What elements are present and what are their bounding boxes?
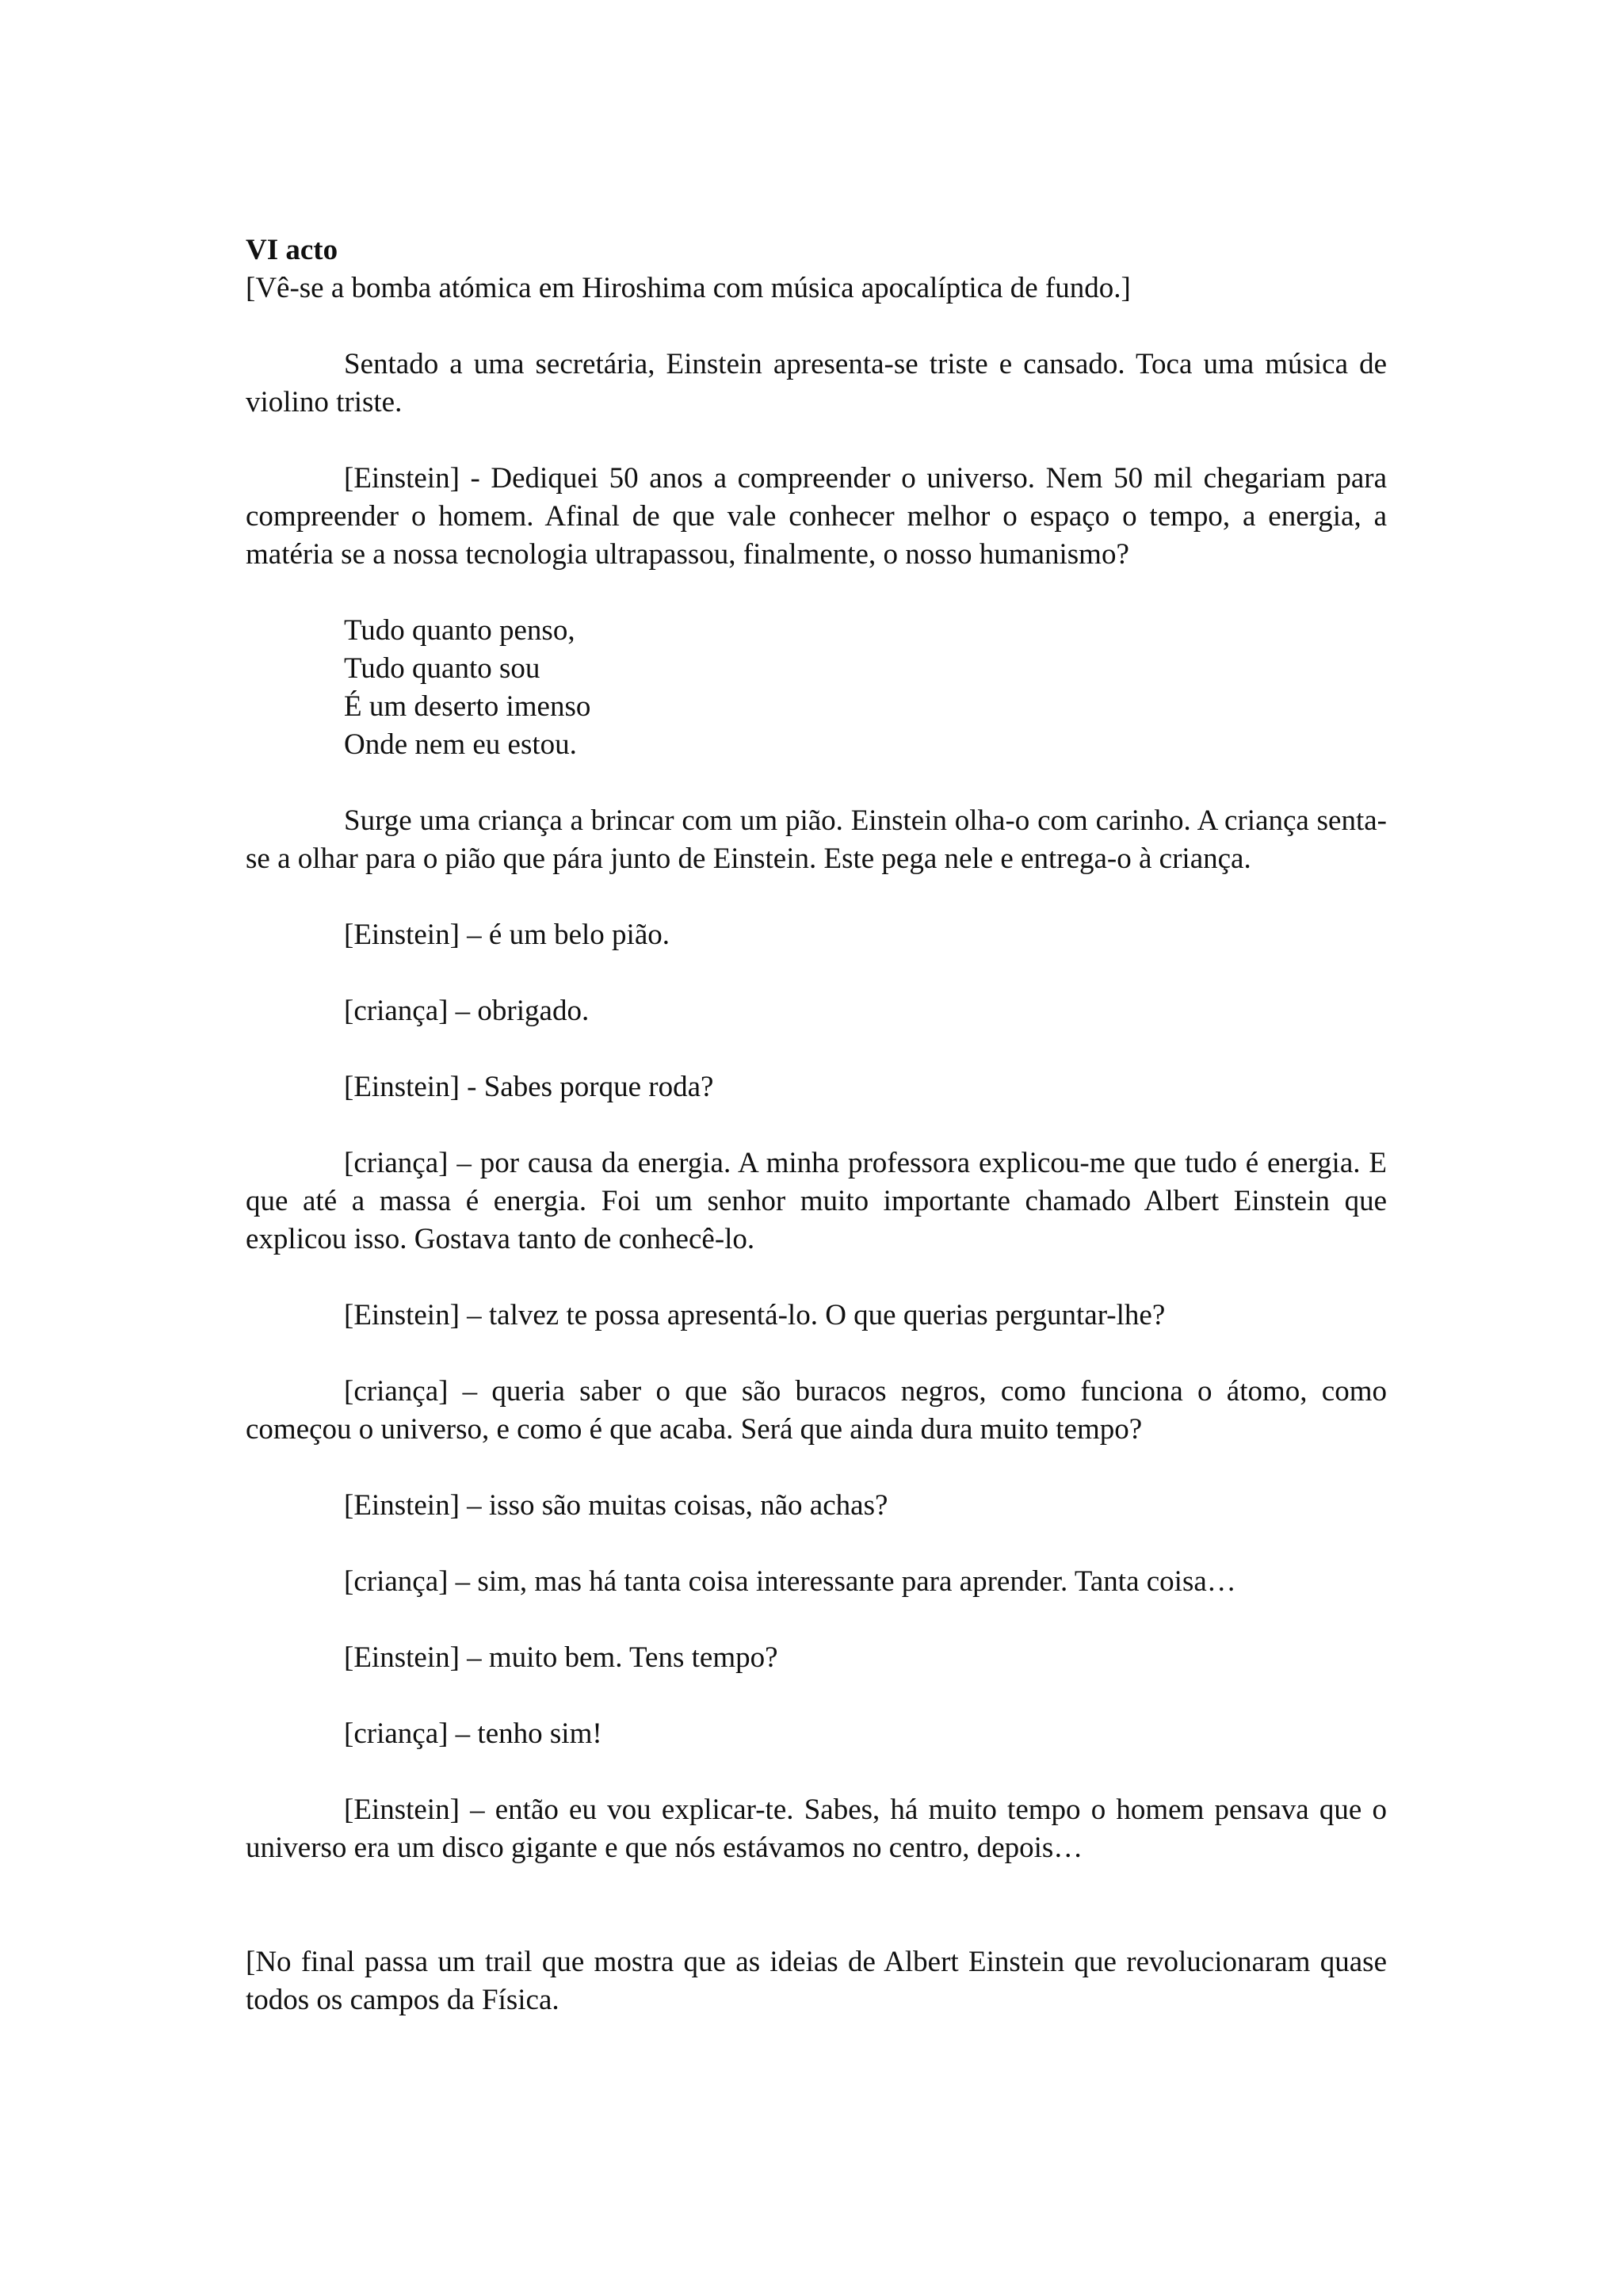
dialogue-line: [Einstein] – muito bem. Tens tempo? xyxy=(344,1641,778,1674)
dialogue-line: [Einstein] – então eu vou explicar-te. Sabes, há muito tempo o homem pensava que o universo era um disco gigante e que nós estávamos no centro, depois… xyxy=(246,1794,1387,1864)
act-title: VI acto xyxy=(246,234,338,266)
einstein-monologue: [Einstein] - Dediquei 50 anos a compreender o universo. Nem 50 mil chegariam para compreender o homem. Afinal de que vale conhecer melhor o espaço o tempo, a energia, a matéria se a nossa tecnologia ultrapassou, finalmente, o nosso humanismo? xyxy=(246,462,1387,571)
dialogue-line: [criança] – queria saber o que são buracos negros, como funciona o átomo, como começou o universo, e como é que acaba. Será que ainda dura muito tempo? xyxy=(246,1375,1387,1446)
closing-stage-direction: [No final passa um trail que mostra que as ideias de Albert Einstein que revolucionaram quase todos os campos da Física. xyxy=(246,1946,1387,2016)
scene-description: Sentado a uma secretária, Einstein apresenta-se triste e cansado. Toca uma música de violino triste. xyxy=(246,348,1387,418)
spacer xyxy=(246,308,1387,346)
spacer xyxy=(246,1677,1387,1715)
poem-line: É um deserto imenso xyxy=(344,690,591,723)
dialogue-line: [Einstein] – é um belo pião. xyxy=(344,919,670,951)
dialogue-line: [Einstein] – isso são muitas coisas, não achas? xyxy=(344,1489,888,1522)
spacer xyxy=(246,954,1387,992)
spacer xyxy=(246,1335,1387,1373)
poem xyxy=(344,612,1387,764)
dialogue-line: [criança] – obrigado. xyxy=(344,995,590,1027)
spacer xyxy=(246,1030,1387,1068)
dialogue-line: [Einstein] – talvez te possa apresentá-lo. O que querias perguntar-lhe? xyxy=(344,1299,1166,1331)
spacer xyxy=(246,1106,1387,1144)
spacer xyxy=(246,1753,1387,1791)
dialogue-line: [Einstein] - Sabes porque roda? xyxy=(344,1071,714,1103)
document-page xyxy=(246,231,1387,2019)
poem-line: Tudo quanto sou xyxy=(344,652,540,685)
poem-line: Onde nem eu estou. xyxy=(344,728,577,761)
spacer xyxy=(246,1449,1387,1487)
spacer xyxy=(246,1525,1387,1563)
dialogue-line: [criança] – por causa da energia. A minha professora explicou-me que tudo é energia. E que até a massa é energia. Foi um senhor muito importante chamado Albert Einstein que explicou isso. Gostava tanto de conhecê-lo. xyxy=(246,1147,1387,1255)
spacer xyxy=(246,1259,1387,1297)
opening-stage-direction: [Vê-se a bomba atómica em Hiroshima com música apocalíptica de fundo.] xyxy=(246,272,1131,304)
spacer xyxy=(246,764,1387,802)
poem-line: Tudo quanto penso, xyxy=(344,614,575,647)
spacer xyxy=(246,422,1387,460)
dialogue-line: [criança] – tenho sim! xyxy=(344,1717,602,1750)
spacer xyxy=(246,878,1387,916)
child-enters-description: Surge uma criança a brincar com um pião. Einstein olha-o com carinho. A criança senta-se a olhar para o pião que pára junto de Einstein. Este pega nele e entrega-o à criança. xyxy=(246,804,1387,875)
spacer xyxy=(246,1601,1387,1639)
spacer xyxy=(246,574,1387,612)
dialogue-line: [criança] – sim, mas há tanta coisa interessante para aprender. Tanta coisa… xyxy=(344,1565,1236,1598)
spacer xyxy=(246,1867,1387,1943)
